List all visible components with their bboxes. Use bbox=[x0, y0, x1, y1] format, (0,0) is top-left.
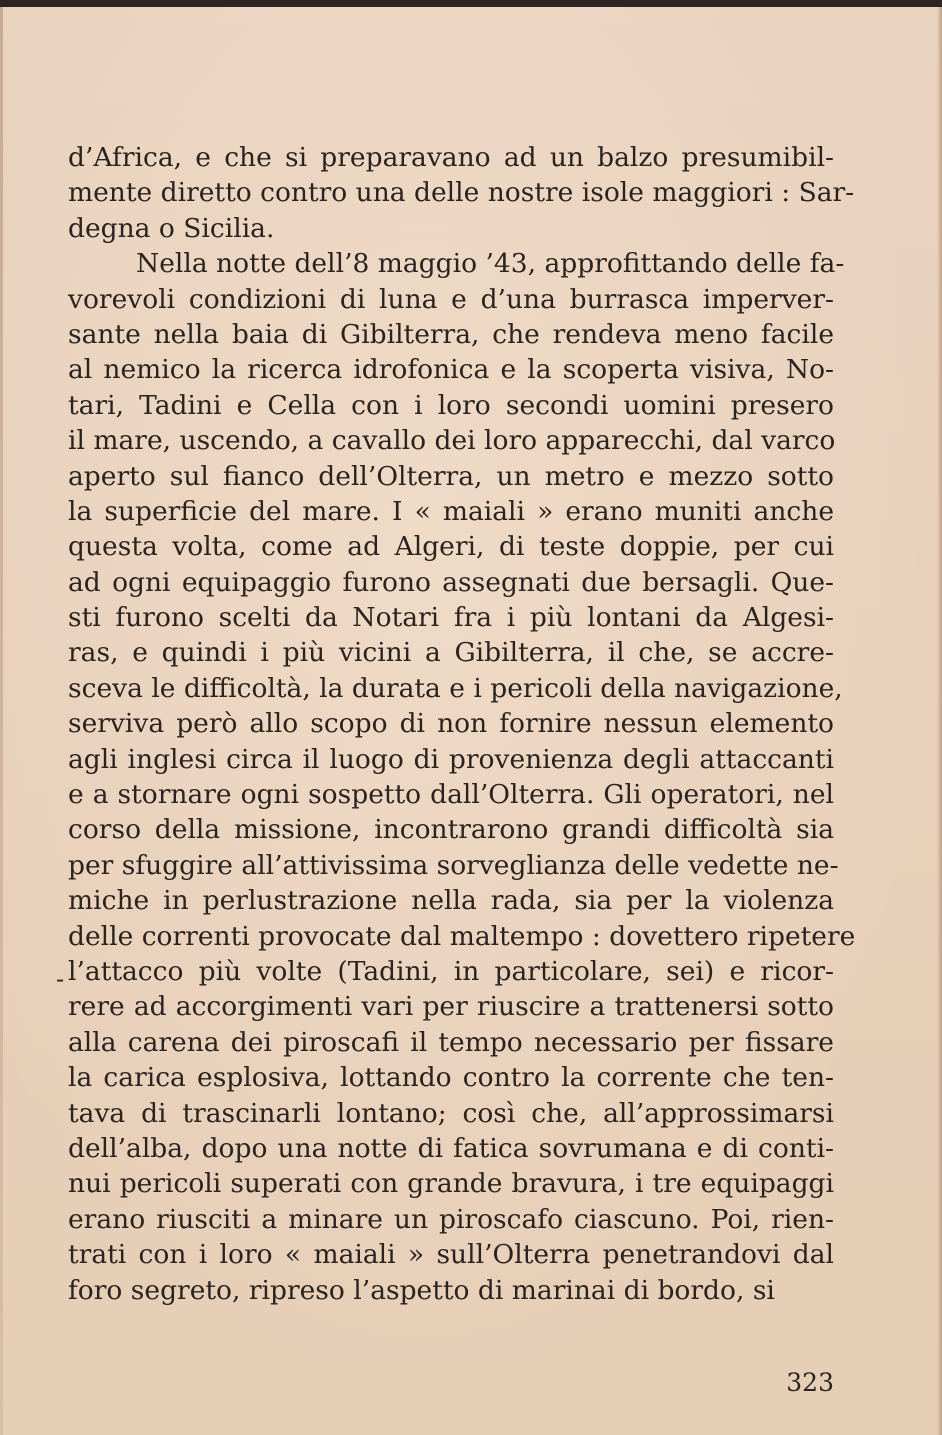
page-number: 323 bbox=[786, 1368, 834, 1397]
text-line: d’Africa, e che si preparavano ad un balzo presumibil- bbox=[68, 142, 834, 173]
text-line: vorevoli condizioni di luna e d’una burrasca imperver- bbox=[68, 283, 834, 315]
text-line: mente diretto contro una delle nostre isole maggiori : Sar- bbox=[68, 177, 855, 209]
text-line: la superficie del mare. I « maiali » erano muniti anche bbox=[68, 495, 834, 527]
text-line: degna o Sicilia. bbox=[68, 212, 275, 244]
text-line: agli inglesi circa il luogo di provenienza degli attaccanti bbox=[68, 743, 834, 775]
text-line: al nemico la ricerca idrofonica e la scoperta visiva, No- bbox=[68, 354, 834, 386]
text-line: la carica esplosiva, lottando contro la corrente che ten- bbox=[68, 1062, 834, 1094]
text-line: e a stornare ogni sospetto dall’Olterra. Gli operatori, nel bbox=[68, 779, 834, 811]
text-line: l’attacco più volte (Tadini, in particolare, sei) e ricor- bbox=[68, 955, 834, 987]
page-top-edge bbox=[0, 0, 942, 7]
body-text bbox=[68, 140, 856, 1308]
text-line: sante nella baia di Gibilterra, che rendeva meno facile bbox=[68, 318, 834, 350]
text-line: il mare, uscendo, a cavallo dei loro apparecchi, dal varco bbox=[68, 425, 836, 457]
text-line: foro segreto, ripreso l’aspetto di marinai di bordo, si bbox=[68, 1274, 775, 1306]
text-line: tava di trascinarli lontano; così che, all’approssimarsi bbox=[68, 1097, 834, 1129]
text-line: questa volta, come ad Algeri, di teste doppie, per cui bbox=[68, 531, 834, 563]
text-line: erano riusciti a minare un piroscafo ciascuno. Poi, rien- bbox=[68, 1203, 834, 1235]
text-line: serviva però allo scopo di non fornire nessun elemento bbox=[68, 708, 834, 740]
text-line: nui pericoli superati con grande bravura, i tre equipaggi bbox=[68, 1168, 834, 1200]
text-line: per sfuggire all’attivissima sorveglianza delle vedette ne- bbox=[68, 849, 839, 881]
text-line: trati con i loro « maiali » sull’Olterra penetrandovi dal bbox=[68, 1239, 834, 1271]
text-line: dell’alba, dopo una notte di fatica sovrumana e di conti- bbox=[68, 1132, 834, 1164]
text-line: miche in perlustrazione nella rada, sia per la violenza bbox=[68, 885, 834, 917]
page-right-edge bbox=[937, 7, 942, 1435]
margin-mark: - bbox=[56, 965, 65, 993]
text-line: alla carena dei piroscafi il tempo necessario per fissare bbox=[68, 1026, 834, 1058]
text-line: corso della missione, incontrarono grandi difficoltà sia bbox=[68, 814, 834, 846]
text-line: delle correnti provocate dal maltempo : dovettero ripetere bbox=[68, 920, 856, 952]
text-line: ras, e quindi i più vicini a Gibilterra, il che, se accre- bbox=[68, 637, 834, 669]
text-line: aperto sul fianco dell’Olterra, un metro e mezzo sotto bbox=[68, 460, 834, 492]
text-line: sceva le difficoltà, la durata e i pericoli della navigazione, bbox=[68, 672, 843, 704]
text-line: ad ogni equipaggio furono assegnati due bersagli. Que- bbox=[68, 566, 834, 598]
page-left-edge bbox=[0, 7, 3, 1435]
text-line: rere ad accorgimenti vari per riuscire a trattenersi sotto bbox=[68, 991, 834, 1023]
text-line: sti furono scelti da Notari fra i più lontani da Algesi- bbox=[68, 602, 834, 634]
text-line: Nella notte dell’8 maggio ’43, approfittando delle fa- bbox=[136, 248, 845, 280]
text-line: tari, Tadini e Cella con i loro secondi uomini presero bbox=[68, 389, 834, 421]
